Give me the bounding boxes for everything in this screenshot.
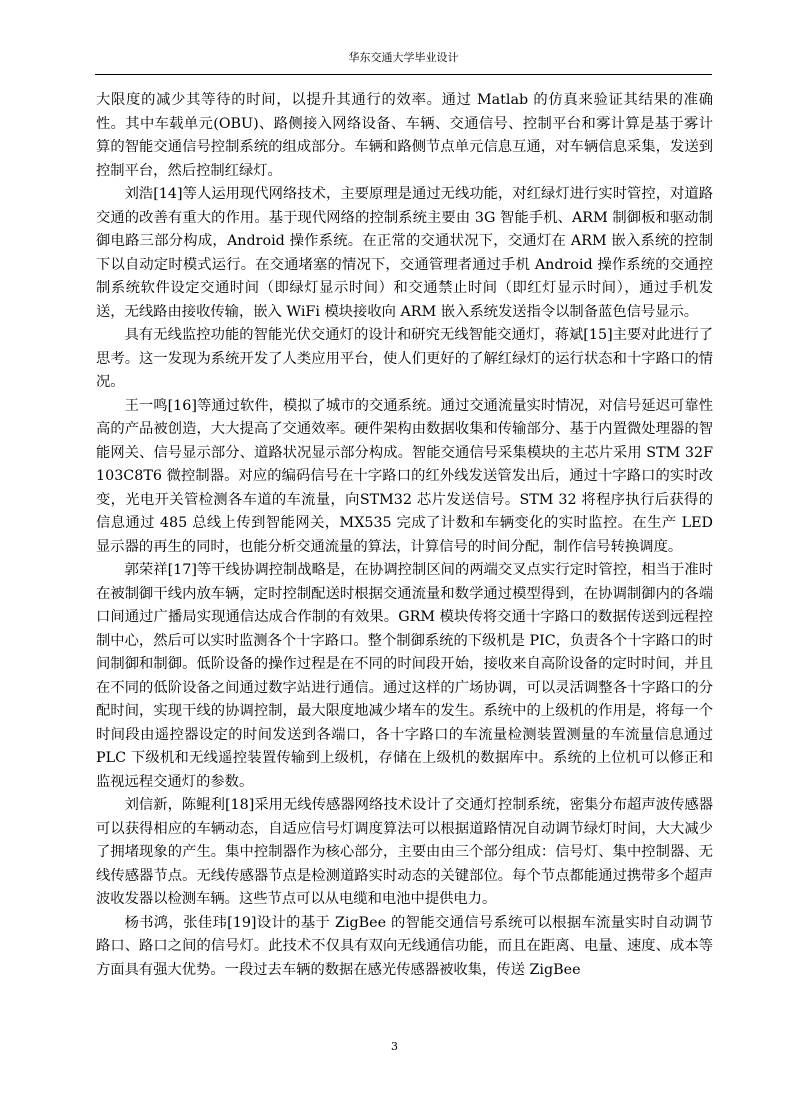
paragraph: 刘浩[14]等人运用现代网络技术，主要原理是通过无线功能，对红绿灯进行实时管控，对道路交通的改善有重大的作用。基于现代网络的控制系统主要由 3G 智能手机、ARM 制御板和驱动制御电路三部分构成，Android 操作系统。在正常的交通状况下，交通灯在 ARM 嵌入系统的控制下以自动定时模式运行。在交通堵塞的情况下，交通管理者通过手机 Android 操作系统的交通控制系统软件设定交通时间（即绿灯显示时间）和交通禁止时间（即红灯显示时间），通过手机发送，无线路由接收传输，嵌入 WiFi 模块接收向 ARM 嵌入系统发送指令以制备蓝色信号显示。: [96, 186, 713, 320]
header-divider: [95, 74, 712, 75]
paragraph: 大限度的减少其等待的时间，以提升其通行的效率。通过 Matlab 的仿真来验证其结果的准确性。其中车载单元(OBU)、路侧接入网络设备、车辆、交通信号、控制平台和雾计算是基于雾计算的智能交通信号控制系统的组成部分。车辆和路侧节点单元信息互通，对车辆信息采集，发送到控制平台，然后控制红绿灯。: [96, 92, 713, 179]
paragraph: 郭荣祥[17]等干线协调控制战略是，在协调控制区间的两端交叉点实行定时管控，相当于准时在被制御干线内放车辆，定时控制配送时根据交通流量和数学通过模型得到，在协调制御内的各端口间通过广播局实现通信达成合作制的有效果。GRM 模块传将交通十字路口的数据传送到远程控制中心，然后可以实时监测各个十字路口。整个制御系统的下级机是 PIC，负责各个十字路口的时间制御和制御。低阶设备的操作过程是在不同的时间段开始，接收来自高阶设备的定时时间，并且在不同的低阶设备之间通过数字站进行通信。通过这样的广场协调，可以灵活调整各十字路口的分配时间，实现干线的协调控制，最大限度地减少堵车的发生。系统中的上级机的作用是，将每一个时间段由遥控器设定的时间发送到各端口，各十字路口的车流量检测装置测量的车流量信息通过 PLC 下级机和无线遥控装置传输到上级机，存储在上级机的数据库中。系统的上位机可以修正和监视远程交通灯的参数。: [96, 562, 713, 790]
paragraph: 王一鸣[16]等通过软件，模拟了城市的交通系统。通过交通流量实时情况，对信号延迟可靠性高的产品被创造，大大提高了交通效率。硬件架构由数据收集和传输部分、基于内置微处理器的智能网关、信号显示部分、道路状况显示部分构成。智能交通信号采集模块的主芯片采用 STM 32F 103C8T6 微控制器。对应的编码信号在十字路口的红外线发送管发出后，通过十字路口的实时改变，光电开关管检测各车道的车流量，向STM32 芯片发送信号。STM 32 将程序执行后获得的信息通过 485 总线上传到智能网关，MX535 完成了计数和车辆变化的实时监控。在生产 LED 显示器的再生的同时，也能分析交通流量的算法，计算信号的时间分配，制作信号转换调度。: [96, 397, 713, 555]
page-header: 华东交通大学毕业设计: [348, 51, 459, 64]
paragraph: 杨书鸿，张佳玮[19]设计的基于 ZigBee 的智能交通信号系统可以根据车流量实时自动调节路口、路口之间的信号灯。此技术不仅具有双向无线通信功能，而且在距离、电量、速度、成本等方面具有强大优势。一段过去车辆的数据在感光传感器被收集，传送 ZigBee: [96, 914, 713, 978]
paragraph: 具有无线监控功能的智能光伏交通灯的设计和研究无线智能交通灯，蒋斌[15]主要对此进行了思考。这一发现为系统开发了人类应用平台，使人们更好的了解红绿灯的运行状态和十字路口的情况。: [96, 327, 713, 390]
paragraph: 刘信新，陈鲲利[18]采用无线传感器网络技术设计了交通灯控制系统，密集分布超声波传感器可以获得相应的车辆动态，自适应信号灯调度算法可以根据道路情况自动调节绿灯时间，大大减少了拥堵现象的产生。集中控制器作为核心部分，主要由由三个部分组成：信号灯、集中控制器、无线传感器节点。无线传感器节点是检测道路实时动态的关键部位。每个节点都能通过携带多个超声波收发器以检测车辆。这些节点可以从电缆和电池中提供电力。: [96, 797, 713, 907]
body-text: [96, 89, 713, 982]
page-number: 3: [391, 1040, 398, 1053]
